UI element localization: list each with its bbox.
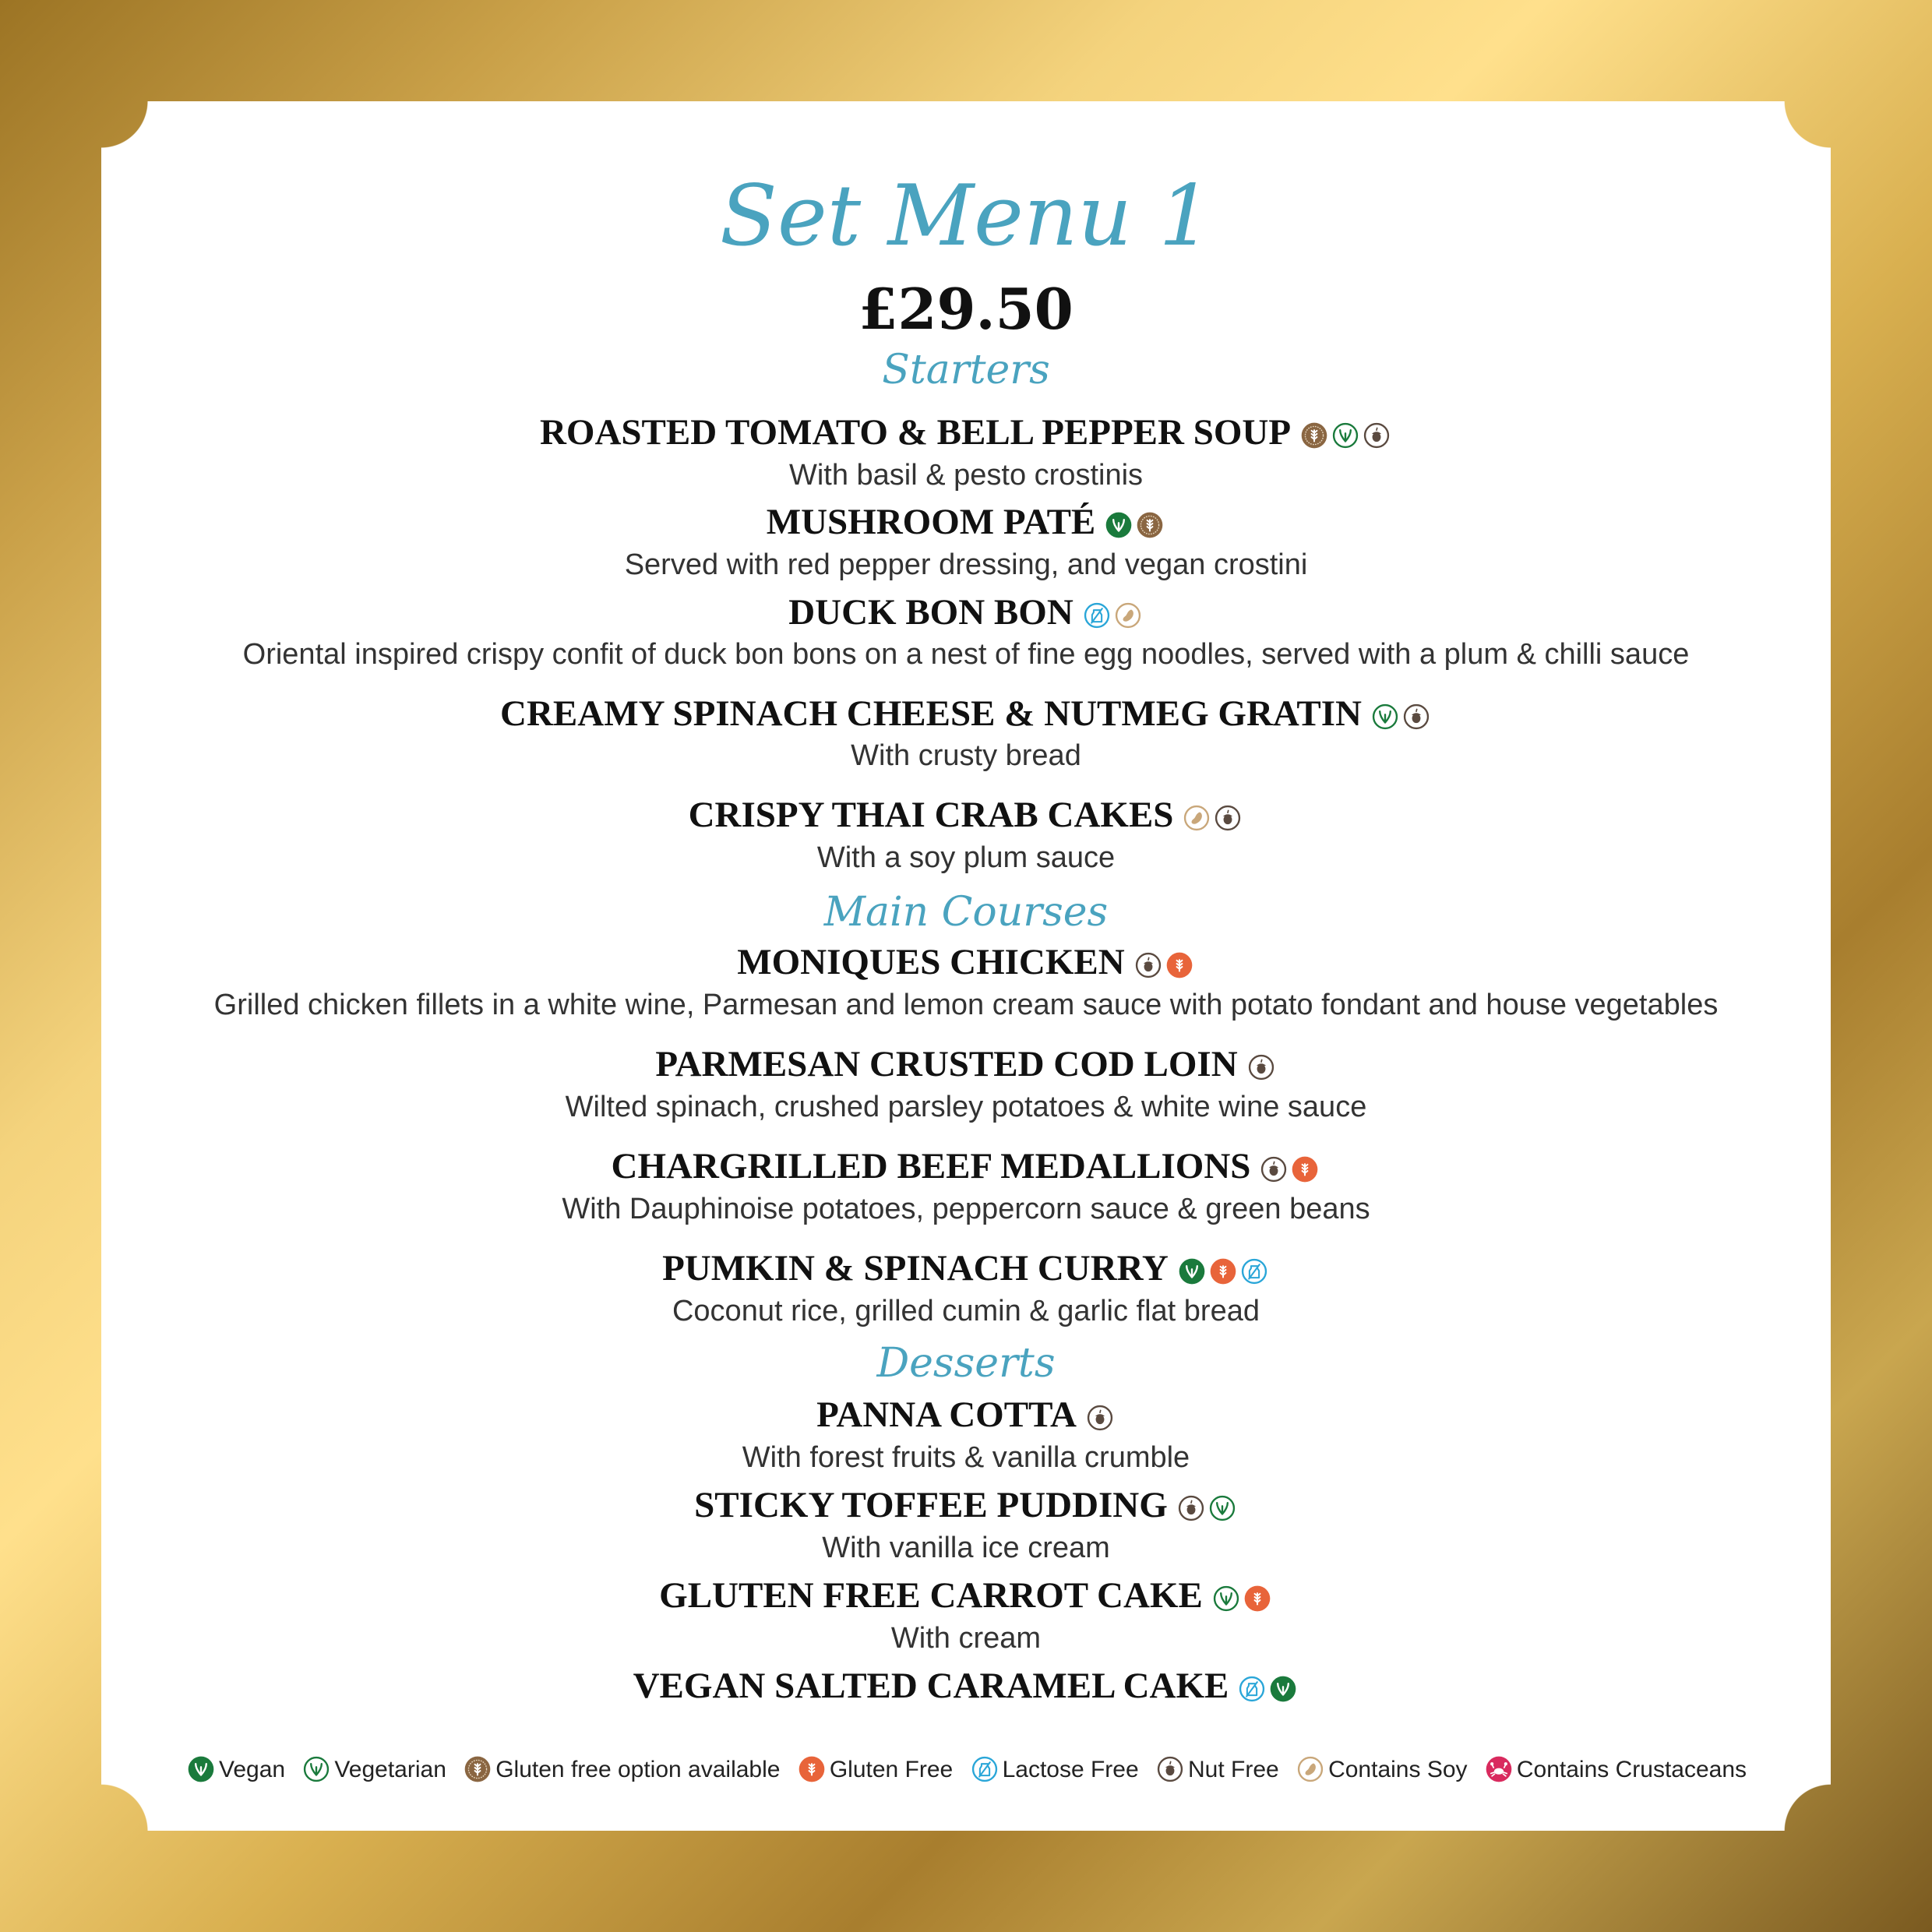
dish-title: PARMESAN CRUSTED COD LOIN: [655, 1044, 1238, 1084]
nut-free-icon: [1260, 1156, 1287, 1183]
dish-name: [109, 1144, 1823, 1191]
dish-desc: Oriental inspired crispy confit of duck bon bons on a nest of fine egg noodles, served with a plum & chilli sauce: [242, 638, 1690, 671]
vegetarian-icon: [1372, 703, 1398, 730]
dish-title: CHARGRILLED BEEF MEDALLIONS: [611, 1146, 1251, 1186]
dish-desc: Coconut rice, grilled cumin & garlic flat bread: [672, 1295, 1260, 1327]
vegan-icon: [1105, 512, 1132, 538]
dish-title: PANNA COTTA: [816, 1394, 1077, 1435]
legend-item: [1483, 1754, 1747, 1786]
dish-name: [109, 1574, 1823, 1620]
nut-free-icon: [1248, 1054, 1274, 1081]
section-desserts: Desserts: [876, 1340, 1056, 1387]
gluten-option-icon: [1137, 512, 1163, 538]
dish-name: [109, 1483, 1823, 1530]
legend-label: Vegetarian: [334, 1757, 446, 1782]
section-mains: Main Courses: [823, 889, 1109, 936]
section-starters: Starters: [882, 347, 1050, 393]
dish-desc: With crusty bread: [851, 739, 1081, 772]
dish-icons: [1258, 1148, 1320, 1191]
dish-name: [109, 500, 1823, 547]
dish-desc: With Dauphinoise potatoes, peppercorn sauce & green beans: [562, 1193, 1370, 1225]
dish-title: GLUTEN FREE CARROT CAKE: [659, 1575, 1203, 1616]
dish-title: CRISPY THAI CRAB CAKES: [688, 795, 1174, 835]
dish-icons: [1181, 796, 1243, 840]
dish-icons: [1084, 1396, 1116, 1440]
dish-icons: [1211, 1577, 1273, 1620]
lactose-free-icon: [1239, 1676, 1265, 1702]
dish-title: PUMKIN & SPINACH CURRY: [662, 1248, 1169, 1289]
dish-title: STICKY TOFFEE PUDDING: [694, 1485, 1168, 1525]
nut-free-icon: [1157, 1756, 1183, 1782]
nut-free-icon: [1087, 1405, 1113, 1431]
legend-item: [1295, 1754, 1467, 1786]
dish-desc: Wilted spinach, crushed parsley potatoes & white wine sauce: [565, 1091, 1367, 1123]
dish-title: VEGAN SALTED CARAMEL CAKE: [633, 1666, 1229, 1706]
dish-icons: [1103, 503, 1165, 547]
dish-desc: Served with red pepper dressing, and vegan crostini: [624, 548, 1308, 581]
legend-item: [969, 1754, 1139, 1786]
dish-title: MUSHROOM PATÉ: [766, 502, 1096, 542]
dish-title: ROASTED TOMATO & BELL PEPPER SOUP: [539, 412, 1292, 453]
nut-free-icon: [1135, 952, 1162, 978]
legend-label: Nut Free: [1188, 1757, 1279, 1782]
dish-name: [109, 1042, 1823, 1089]
dish-desc: With forest fruits & vanilla crumble: [742, 1441, 1190, 1474]
gluten-free-icon: [1292, 1156, 1318, 1183]
lactose-free-icon: [971, 1756, 998, 1782]
dish-name: [109, 793, 1823, 840]
dish-desc: With vanilla ice cream: [822, 1532, 1110, 1564]
legend-label: Vegan: [218, 1757, 286, 1782]
legend-item: [1155, 1754, 1279, 1786]
dish-icons: [1133, 943, 1195, 987]
menu-title: Set Menu 1: [719, 167, 1213, 265]
dish-icons: [1081, 594, 1144, 637]
soy-icon: [1115, 602, 1141, 629]
dish-desc: Grilled chicken fillets in a white wine, Parmesan and lemon cream sauce with potato fondant and house vegetables: [213, 989, 1719, 1021]
vegan-icon: [188, 1756, 214, 1782]
dish-desc: With cream: [890, 1622, 1042, 1655]
dish-title: MONIQUES CHICKEN: [737, 942, 1125, 982]
legend-label: Gluten Free: [829, 1757, 954, 1782]
dish-name: [109, 591, 1823, 637]
dish-name: [109, 940, 1823, 987]
vegetarian-icon: [1332, 422, 1359, 449]
vegan-icon: [1270, 1676, 1296, 1702]
dish-icons: [1236, 1667, 1299, 1711]
legend-label: Contains Crustaceans: [1516, 1757, 1747, 1782]
lactose-free-icon: [1241, 1258, 1267, 1285]
dish-title: DUCK BON BON: [788, 592, 1074, 633]
dish-desc: With a soy plum sauce: [816, 841, 1116, 874]
nut-free-icon: [1215, 805, 1241, 831]
vegetarian-icon: [303, 1756, 330, 1782]
gluten-option-icon: [464, 1756, 491, 1782]
legend-item: [462, 1754, 780, 1786]
dish-name: [109, 1246, 1823, 1293]
legend-item: [796, 1754, 953, 1786]
legend-item: [185, 1754, 285, 1786]
nut-free-icon: [1403, 703, 1430, 730]
dish-icons: [1176, 1486, 1238, 1530]
nut-free-icon: [1178, 1495, 1204, 1521]
legend-label: Contains Soy: [1328, 1757, 1468, 1782]
dish-icons: [1370, 695, 1432, 739]
legend-label: Lactose Free: [1002, 1757, 1139, 1782]
nut-free-icon: [1363, 422, 1390, 449]
dish-name: [109, 1664, 1823, 1711]
legend-label: Gluten free option available: [495, 1757, 781, 1782]
dish-name: [109, 411, 1823, 457]
gluten-free-icon: [1166, 952, 1193, 978]
soy-icon: [1297, 1756, 1324, 1782]
lactose-free-icon: [1084, 602, 1110, 629]
vegetarian-icon: [1209, 1495, 1236, 1521]
crustacean-icon: [1486, 1756, 1512, 1782]
soy-icon: [1183, 805, 1210, 831]
menu-price: £29.50: [858, 276, 1074, 342]
legend-item: [301, 1754, 446, 1786]
gluten-free-icon: [1244, 1585, 1271, 1612]
dish-title: CREAMY SPINACH CHEESE & NUTMEG GRATIN: [500, 693, 1362, 734]
dish-icons: [1246, 1045, 1277, 1089]
gluten-free-icon: [1210, 1258, 1236, 1285]
dish-icons: [1299, 414, 1392, 457]
dish-name: [109, 1393, 1823, 1440]
vegetarian-icon: [1213, 1585, 1239, 1612]
dish-name: [109, 692, 1823, 739]
dish-desc: With basil & pesto crostinis: [788, 459, 1144, 492]
gluten-free-icon: [799, 1756, 825, 1782]
dietary-legend: [109, 1754, 1823, 1786]
gluten-option-icon: [1301, 422, 1327, 449]
vegan-icon: [1179, 1258, 1205, 1285]
dish-icons: [1176, 1250, 1270, 1293]
